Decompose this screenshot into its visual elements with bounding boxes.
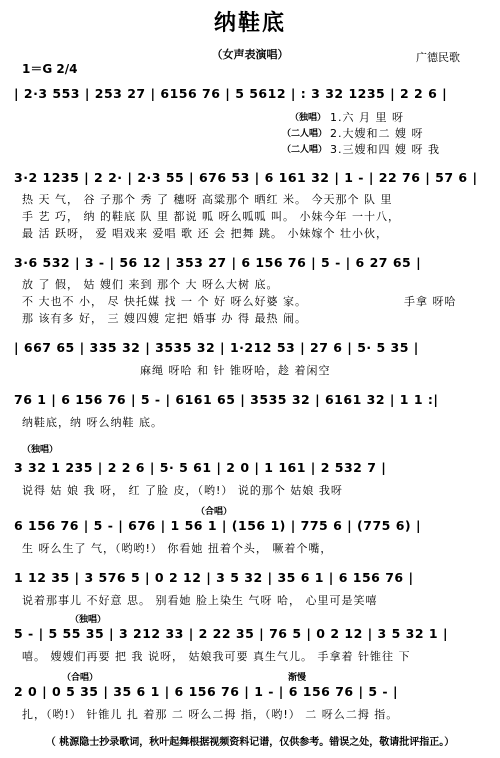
key-signature: 1＝G 2/4 <box>22 62 78 76</box>
staff-line-5: 76 1 | 6 156 76 | 5 - | 6161 65 | 3535 32 | 6161 32 | 1 1 :| <box>14 392 439 407</box>
lyric-line: 嘻。 嫂嫂们再要 把 我 说呀， 姑娘我可要 真生气儿。 手拿着 针锥往 下 <box>22 650 411 663</box>
lyric-line: 生 呀么生了 气，（哟哟!） 你看她 扭着个头， 噘着个嘴， <box>22 542 333 555</box>
staff-line-6: 3 32 1 235 | 2 2 6 | 5· 5 61 | 2 0 | 1 161 | 2 532 7 | <box>14 460 387 475</box>
performer-mark: （合唱） <box>62 673 99 683</box>
lyric-line: 麻绳 呀哈 和 针 锥呀哈，趁 着闲空 <box>140 364 331 377</box>
staff-line-7: 6 156 76 | 5 - | 676 | 1 56 1 | (156 1) | 775 6 | (775 6) | <box>14 518 422 533</box>
song-origin: 广德民歌 <box>416 51 460 64</box>
lyric-line: 手 艺 巧， 纳 的鞋底 队 里 都说 呱 呀么呱呱 叫。 小妹今年 一十八， <box>22 210 400 223</box>
lyric-line: 那 该有多 好， 三 嫂四嫂 定把 婚事 办 得 最热 闹。 <box>22 312 307 325</box>
lyric-line: 纳鞋底，纳 呀么纳鞋 底。 <box>22 416 163 429</box>
performer-mark: （独唱） <box>22 445 59 455</box>
staff-line-8: 1 12 35 | 3 576 5 | 0 2 12 | 3 5 32 | 35 6 1 | 6 156 76 | <box>14 570 414 585</box>
performer-mark: （二人唱） <box>282 145 328 155</box>
tempo-mark: 渐慢 <box>288 673 307 683</box>
lyric-line: 热 天 气， 谷 子那个 秀 了 穗呀 高粱那个 晒红 米。 今天那个 队 里 <box>22 193 393 206</box>
performer-mark: （独唱） <box>70 615 107 625</box>
performer-mark: （独唱） <box>290 113 327 123</box>
lyric-line: 1.六 月 里 呀 <box>330 111 404 124</box>
staff-line-10: 2 0 | 0 5 35 | 35 6 1 | 6 156 76 | 1 - | 6 156 76 | 5 - | <box>14 684 399 699</box>
lyric-line: 最 活 跃呀， 爱 唱戏来 爱唱 歌 还 会 把舞 跳。 小妹嫁个 壮小伙， <box>22 227 388 240</box>
lyric-line: 说着那事儿 不好意 思。 别看她 脸上染生 气呀 哈， 心里可是笑嘻 <box>22 594 378 607</box>
lyric-line: 3.三嫂和四 嫂 呀 我 <box>330 143 440 156</box>
staff-line-9: 5 - | 5 55 35 | 3 212 33 | 2 22 35 | 76 5 | 0 2 12 | 3 5 32 1 | <box>14 626 449 641</box>
lyric-line: 不 大也不 小， 尽 快托媒 找 一 个 好 呀么好婆 家。 <box>22 295 307 308</box>
lyric-line: 放 了 假， 姑 嫂们 来到 那个 大 呀么大树 底。 <box>22 278 279 291</box>
lyric-line: 说得 姑 娘 我 呀， 红 了脸 皮，（哟!） 说的那个 姑娘 我呀 <box>22 484 343 497</box>
lyric-line: 扎，（哟!） 针锥儿 扎 着那 二 呀么二拇 指，（哟!） 二 呀么二拇 指。 <box>22 708 399 721</box>
staff-line-1: | 2·3 553 | 253 27 | 6156 76 | 5 5612 | : 3 32 1235 | 2 2 6 | <box>14 86 448 101</box>
staff-line-4: | 667 65 | 335 32 | 3535 32 | 1·212 53 | 27 6 | 5· 5 35 | <box>14 340 419 355</box>
lyric-line: 2.大嫂和二 嫂 呀 <box>330 127 424 140</box>
score-title: 纳鞋底 <box>213 11 286 36</box>
footer-note: （ 桃源隐士抄录歌词，秋叶起舞根据视频资料记谱，仅供参考。错误之处，敬请批评指正。） <box>45 737 455 748</box>
performer-mark: （二人唱） <box>282 129 328 139</box>
score-subtitle: （女声表演唱） <box>211 48 289 61</box>
side-lyric: 手拿 呀哈 <box>404 295 457 308</box>
staff-line-3: 3·6 532 | 3 - | 56 12 | 353 27 | 6 156 76 | 5 - | 6 27 65 | <box>14 255 422 270</box>
performer-mark: （合唱） <box>196 507 233 517</box>
staff-line-2: 3·2 1235 | 2 2· | 2·3 55 | 676 53 | 6 161 32 | 1 - | 22 76 | 57 6 | <box>14 170 478 185</box>
